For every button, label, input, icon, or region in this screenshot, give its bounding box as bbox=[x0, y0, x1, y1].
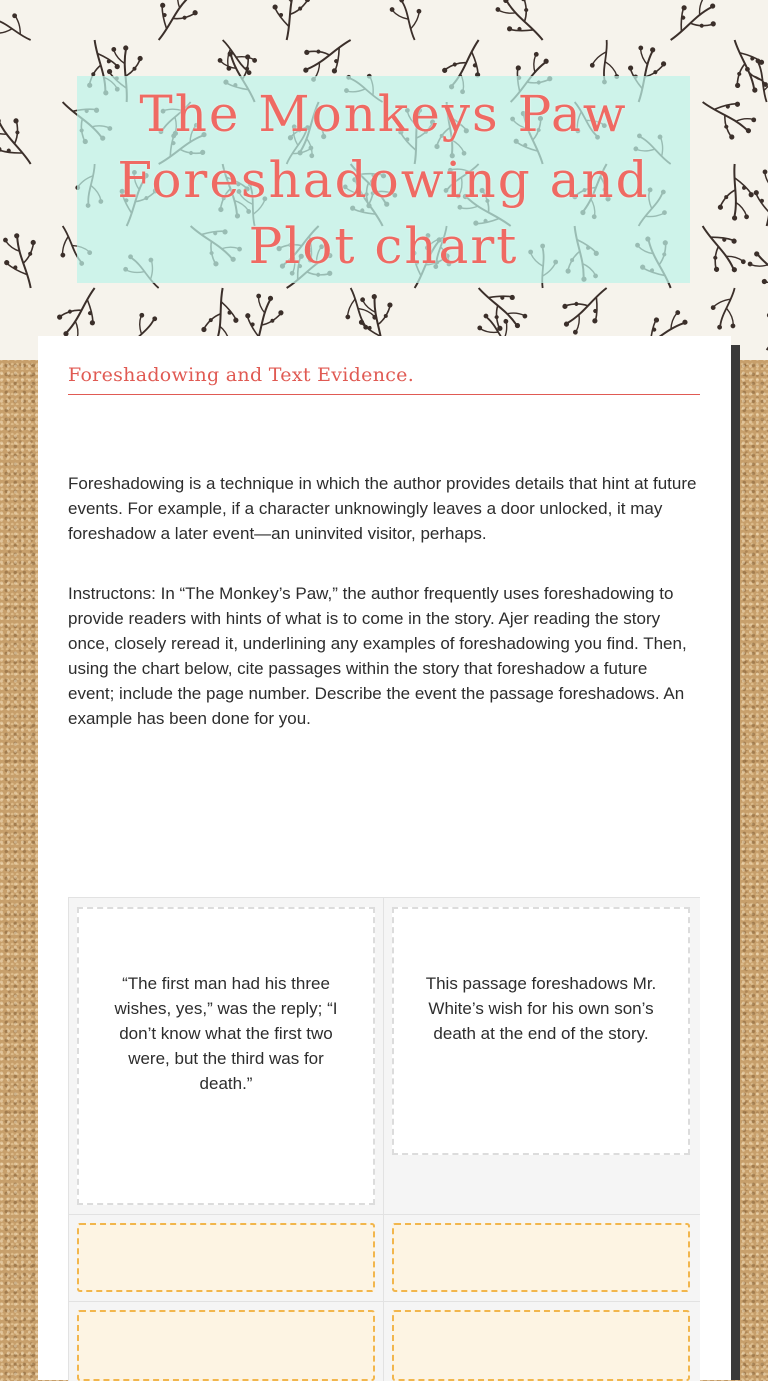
branch-sprig bbox=[553, 275, 619, 340]
decorative-header bbox=[0, 0, 768, 360]
branch-sprig bbox=[717, 164, 754, 221]
example-passage-text: “The first man had his three wishes, yes,” was the reply; “I don’t know what the first two were, but the third was for death.” bbox=[114, 974, 338, 1093]
section-header bbox=[68, 364, 700, 395]
event-answer-field-1[interactable] bbox=[392, 1223, 690, 1292]
branch-sprig bbox=[689, 215, 752, 282]
title-line-1: The Monkeys Paw bbox=[139, 84, 628, 143]
column-divider bbox=[383, 898, 384, 1381]
row-divider bbox=[69, 1301, 700, 1302]
card-shadow bbox=[731, 345, 740, 1380]
branch-sprig bbox=[743, 55, 768, 105]
example-event-text: This passage foreshadows Mr. White’s wish for his own son’s death at the end of the story. bbox=[425, 974, 657, 1043]
instructions-paragraph: Instructons: In “The Monkey’s Paw,” the author frequently uses foreshadowing to provide readers with hints of what is to come in the story. Ajer reading the story once, closely reread it, underlining any examples of foreshadowing you find. Then, using the chart below, cite passages within the story that foreshadow a future event; include the page number. Describe the event the passage foreshadows. An example has been done for you. bbox=[68, 584, 687, 728]
title-line-2: Foreshadowing and bbox=[117, 150, 650, 209]
branch-sprig bbox=[704, 282, 748, 334]
title-box bbox=[77, 76, 690, 283]
passage-answer-field-2[interactable] bbox=[77, 1310, 375, 1381]
branch-sprig bbox=[694, 86, 761, 146]
title-line-3: Plot chart bbox=[248, 216, 519, 275]
branch-sprig bbox=[748, 167, 768, 229]
branch-sprig bbox=[751, 292, 768, 359]
event-answer-field-2[interactable] bbox=[392, 1310, 690, 1381]
worksheet-card bbox=[38, 336, 731, 1380]
foreshadowing-chart bbox=[68, 897, 700, 1381]
section-title: Foreshadowing and Text Evidence. bbox=[68, 364, 415, 386]
example-passage-cell bbox=[77, 907, 375, 1205]
branch-sprig bbox=[743, 239, 768, 302]
example-event-cell bbox=[392, 907, 690, 1155]
branch-sprig bbox=[143, 0, 205, 50]
branch-sprig bbox=[0, 229, 48, 293]
intro-paragraph: Foreshadowing is a technique in which the author provides details that hint at future events. For example, if a character unknowingly leaves a door unlocked, it may foreshadow a later event—an uninvited visitor, perhaps. bbox=[68, 474, 697, 543]
branch-sprig bbox=[268, 0, 312, 42]
branch-sprig bbox=[659, 0, 726, 53]
branch-sprig bbox=[718, 33, 768, 99]
branch-sprig bbox=[336, 283, 380, 335]
passage-answer-field-1[interactable] bbox=[77, 1223, 375, 1292]
worksheet-title bbox=[117, 81, 649, 279]
branch-sprig bbox=[0, 109, 45, 176]
branch-sprig bbox=[467, 274, 533, 339]
branch-sprig bbox=[490, 0, 555, 53]
branch-sprig bbox=[0, 4, 38, 52]
branch-sprig bbox=[387, 0, 429, 44]
row-divider bbox=[69, 1214, 700, 1215]
